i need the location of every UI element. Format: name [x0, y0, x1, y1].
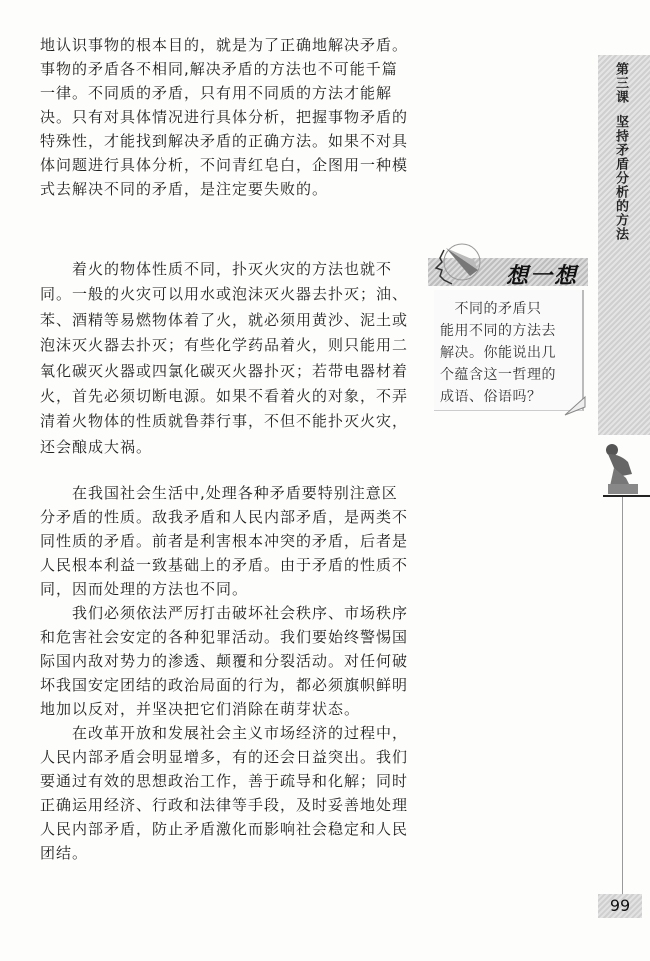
- divider-horizontal: [603, 495, 650, 497]
- text-line: 苯、酒精等易燃物体着了火，就必须用黄沙、泥土或: [40, 310, 409, 329]
- text-line: 一律。不同质的矛盾，只有用不同质的方法才能解: [40, 84, 393, 102]
- text-line: 成语、俗语吗？: [440, 389, 542, 405]
- text-line: 在改革开放和发展社会主义市场经济的过程中，: [40, 724, 409, 742]
- text-line: 在我国社会生活中,处理各种矛盾要特别注意区: [40, 484, 398, 502]
- page-number: 99: [598, 894, 642, 918]
- text-line: 人民内部矛盾，防止矛盾激化而影响社会稳定和人民: [40, 820, 409, 838]
- lesson-topic: 坚持矛盾分析的方法: [613, 115, 628, 242]
- text-line: 解决。你能说出几: [440, 345, 556, 361]
- lesson-label: 第三课: [613, 62, 628, 104]
- text-line: 际国内敌对势力的渗透、颠覆和分裂活动。对任何破: [40, 652, 409, 670]
- text-line: 同性质的矛盾。前者是利害根本冲突的矛盾，后者是: [40, 532, 409, 550]
- text-line: 和危害社会安定的各种犯罪活动。我们要始终警惕国: [40, 628, 409, 646]
- text-line: 坏我国安定团结的政治局面的行为，都必须旗帜鲜明: [40, 676, 409, 694]
- text-line: 氧化碳灭火器或四氯化碳灭火器扑灭；若带电器材着: [40, 361, 409, 380]
- think-box-title: 想一想: [505, 264, 578, 289]
- thinking-head-icon: [430, 240, 490, 290]
- text-line: 人民内部矛盾会明显增多，有的还会日益突出。我们: [40, 748, 409, 766]
- text-line: 清着火物体的性质就鲁莽行事，不但不能扑灭火灾，: [40, 412, 409, 431]
- text-line: 正确运用经济、行政和法律等手段，及时妥善地处理: [40, 796, 409, 814]
- text-line: 事物的矛盾各不相同,解决矛盾的方法也不可能千篇: [40, 60, 398, 78]
- text-line: 还会酿成大祸。: [40, 437, 153, 456]
- text-line: 要通过有效的思想政治工作，善于疏导和化解；同时: [40, 772, 409, 790]
- chapter-side-title: [608, 62, 628, 241]
- text-line: 能用不同的方法去: [440, 323, 556, 339]
- fire-example-paragraph: [40, 257, 418, 460]
- text-line: 团结。: [40, 844, 89, 862]
- text-line: 同。一般的火灾可以用水或泡沫灭火器去扑灭；油、: [40, 285, 409, 304]
- text-line: 我们必须依法严厉打击破坏社会秩序、市场秩序: [40, 604, 409, 622]
- text-line: 体问题进行具体分析，不问青红皂白，企图用一种模: [40, 156, 409, 174]
- divider-vertical: [622, 497, 623, 895]
- text-line: 泡沫灭火器去扑灭；有些化学药品着火，则只能用二: [40, 336, 409, 355]
- thinker-statue-icon: [600, 440, 642, 496]
- text-line: 地认识事物的根本目的，就是为了正确地解决矛盾。: [40, 36, 409, 54]
- text-line: 不同的矛盾只: [440, 301, 542, 317]
- text-line: 特殊性，才能找到解决矛盾的正确方法。如果不对具: [40, 132, 409, 150]
- text-line: 式去解决不同的矛盾，是注定要失败的。: [40, 180, 329, 198]
- text-line: 个蕴含这一哲理的: [440, 367, 556, 383]
- text-line: 地加以反对，并坚决把它们消除在萌芽状态。: [40, 700, 361, 718]
- text-line: 人民根本利益一致基础上的矛盾。由于矛盾的性质不: [40, 556, 409, 574]
- think-box-body: [434, 290, 584, 411]
- text-line: 同，因而处理的方法也不同。: [40, 580, 249, 598]
- think-box: [428, 240, 588, 415]
- text-line: 分矛盾的性质。敌我矛盾和人民内部矛盾，是两类不: [40, 508, 409, 526]
- paragraph-3: [40, 481, 418, 865]
- page-curl-icon: [563, 395, 588, 417]
- text-line: 决。只有对具体情况进行具体分析，把握事物矛盾的: [40, 108, 409, 126]
- paragraph-1: [40, 33, 418, 201]
- text-line: 着火的物体性质不同，扑灭火灾的方法也就不: [40, 260, 393, 278]
- text-line: 火，首先必须切断电源。如果不看着火的对象，不弄: [40, 386, 409, 405]
